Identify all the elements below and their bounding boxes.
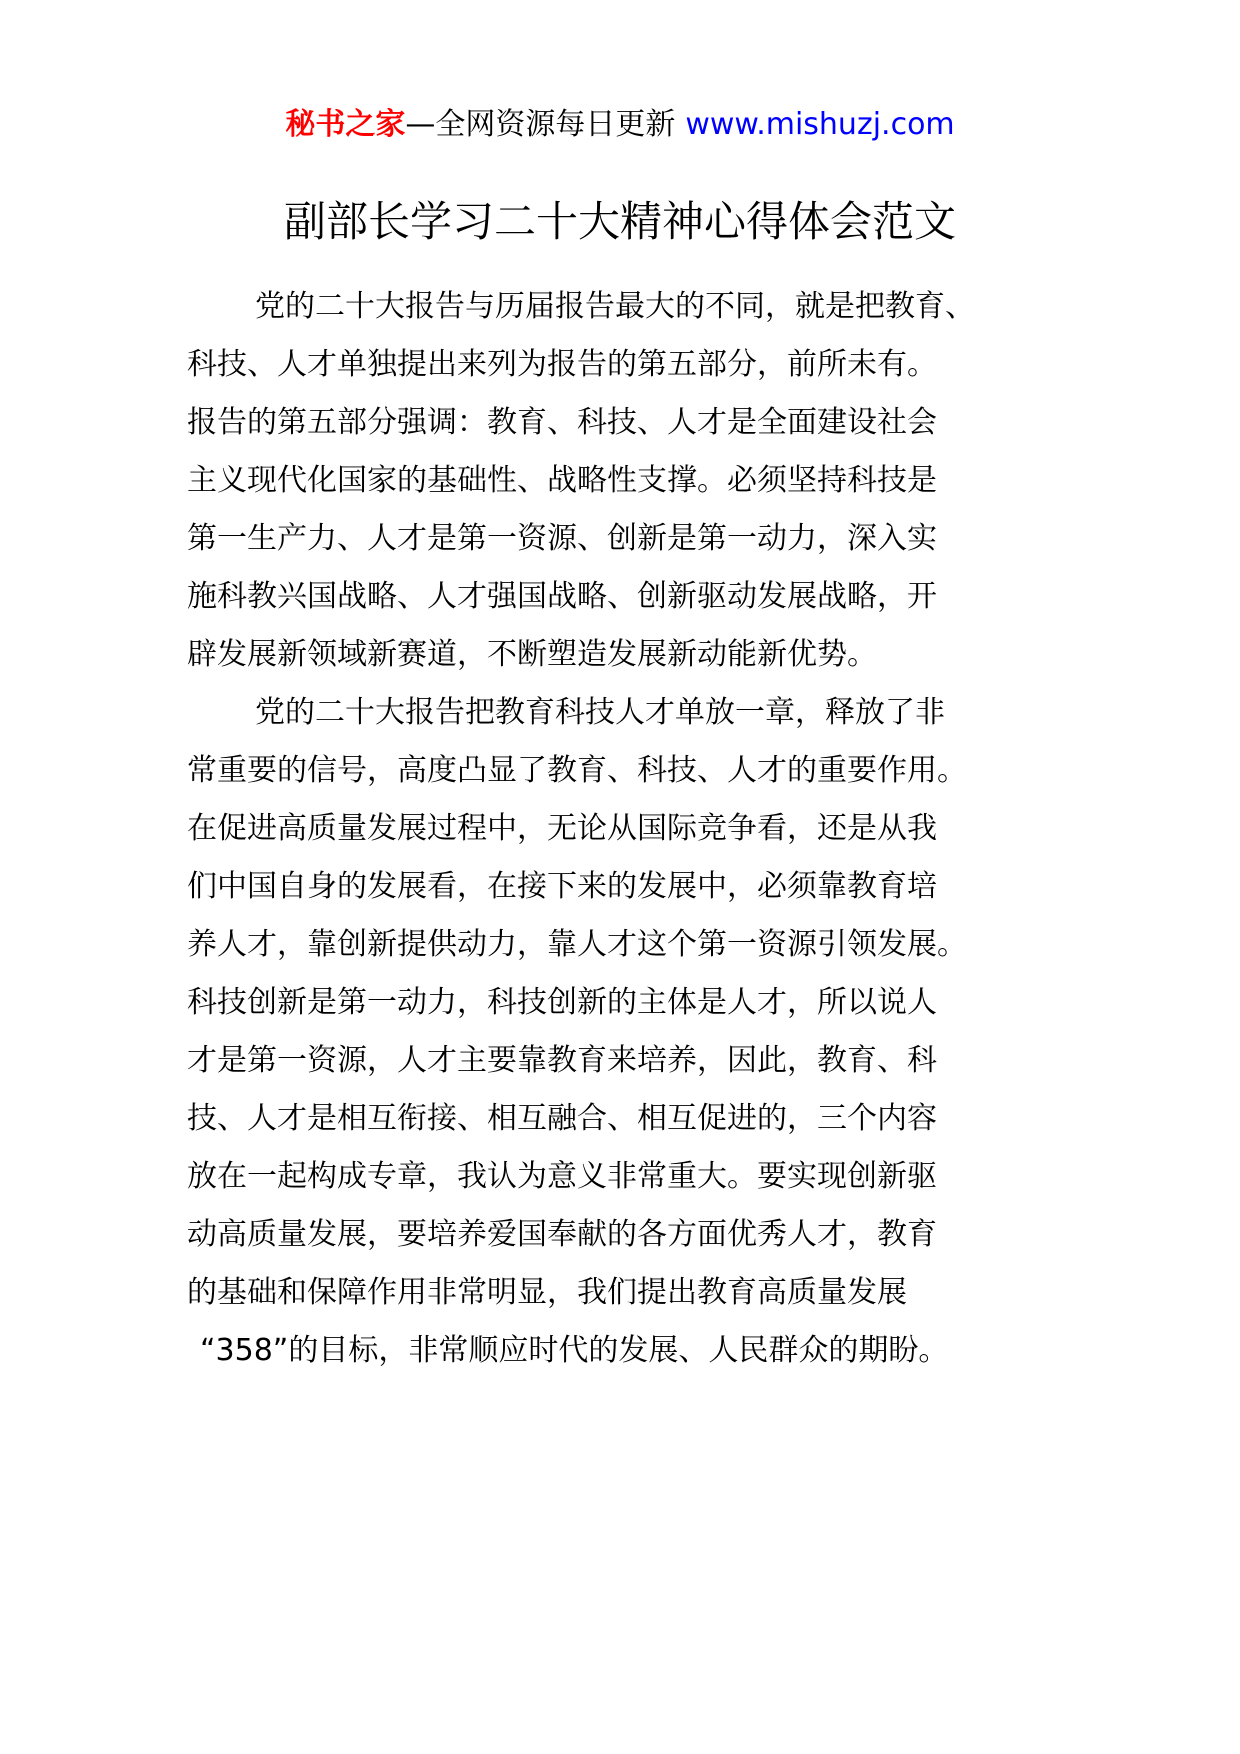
paragraph-2-line-11: 的基础和保障作用非常明显，我们提出教育高质量发展 (187, 1275, 907, 1310)
document-title: 副部长学习二十大精神心得体会范文 (283, 197, 956, 246)
paragraph-2-line-9: 放在一起构成专章，我认为意义非常重大。要实现创新驱 (187, 1159, 937, 1194)
paragraph-2-line-8: 技、人才是相互衔接、相互融合、相互促进的，三个内容 (187, 1101, 937, 1136)
paragraph-1-line-1: 党的二十大报告与历届报告最大的不同，就是把教育、 (255, 289, 975, 324)
paragraph-2-line-5: 养人才，靠创新提供动力，靠人才这个第一资源引领发展。 (187, 927, 967, 962)
paragraph-1-line-6: 施科教兴国战略、人才强国战略、创新驱动发展战略，开 (187, 579, 937, 614)
site-header (0, 102, 1240, 148)
site-url-link[interactable]: www.mishuzj.com (685, 107, 955, 142)
site-slogan: —全网资源每日更新 (405, 107, 676, 142)
paragraph-1-line-5: 第一生产力、人才是第一资源、创新是第一动力，深入实 (187, 521, 937, 556)
paragraph-2-line-10: 动高质量发展，要培养爱国奉献的各方面优秀人才，教育 (187, 1217, 937, 1252)
paragraph-2-line-12: “358”的目标，非常顺应时代的发展、人民群众的期盼。 (200, 1333, 949, 1368)
paragraph-2-line-1: 党的二十大报告把教育科技人才单放一章，释放了非 (255, 695, 945, 730)
paragraph-2-line-4: 们中国自身的发展看，在接下来的发展中，必须靠教育培 (187, 869, 937, 904)
paragraph-1-line-7: 辟发展新领域新赛道，不断塑造发展新动能新优势。 (187, 637, 877, 672)
site-brand: 秘书之家 (285, 107, 406, 142)
paragraph-2-line-6: 科技创新是第一动力，科技创新的主体是人才，所以说人 (187, 985, 937, 1020)
paragraph-1-line-2: 科技、人才单独提出来列为报告的第五部分，前所未有。 (187, 347, 937, 382)
paragraph-1-line-3: 报告的第五部分强调：教育、科技、人才是全面建设社会 (187, 405, 937, 440)
paragraph-2-line-2: 常重要的信号，高度凸显了教育、科技、人才的重要作用。 (187, 753, 967, 788)
paragraph-2-line-3: 在促进高质量发展过程中，无论从国际竞争看，还是从我 (187, 811, 937, 846)
paragraph-2-line-7: 才是第一资源，人才主要靠教育来培养，因此，教育、科 (187, 1043, 937, 1078)
paragraph-1-line-4: 主义现代化国家的基础性、战略性支撑。必须坚持科技是 (187, 463, 937, 498)
